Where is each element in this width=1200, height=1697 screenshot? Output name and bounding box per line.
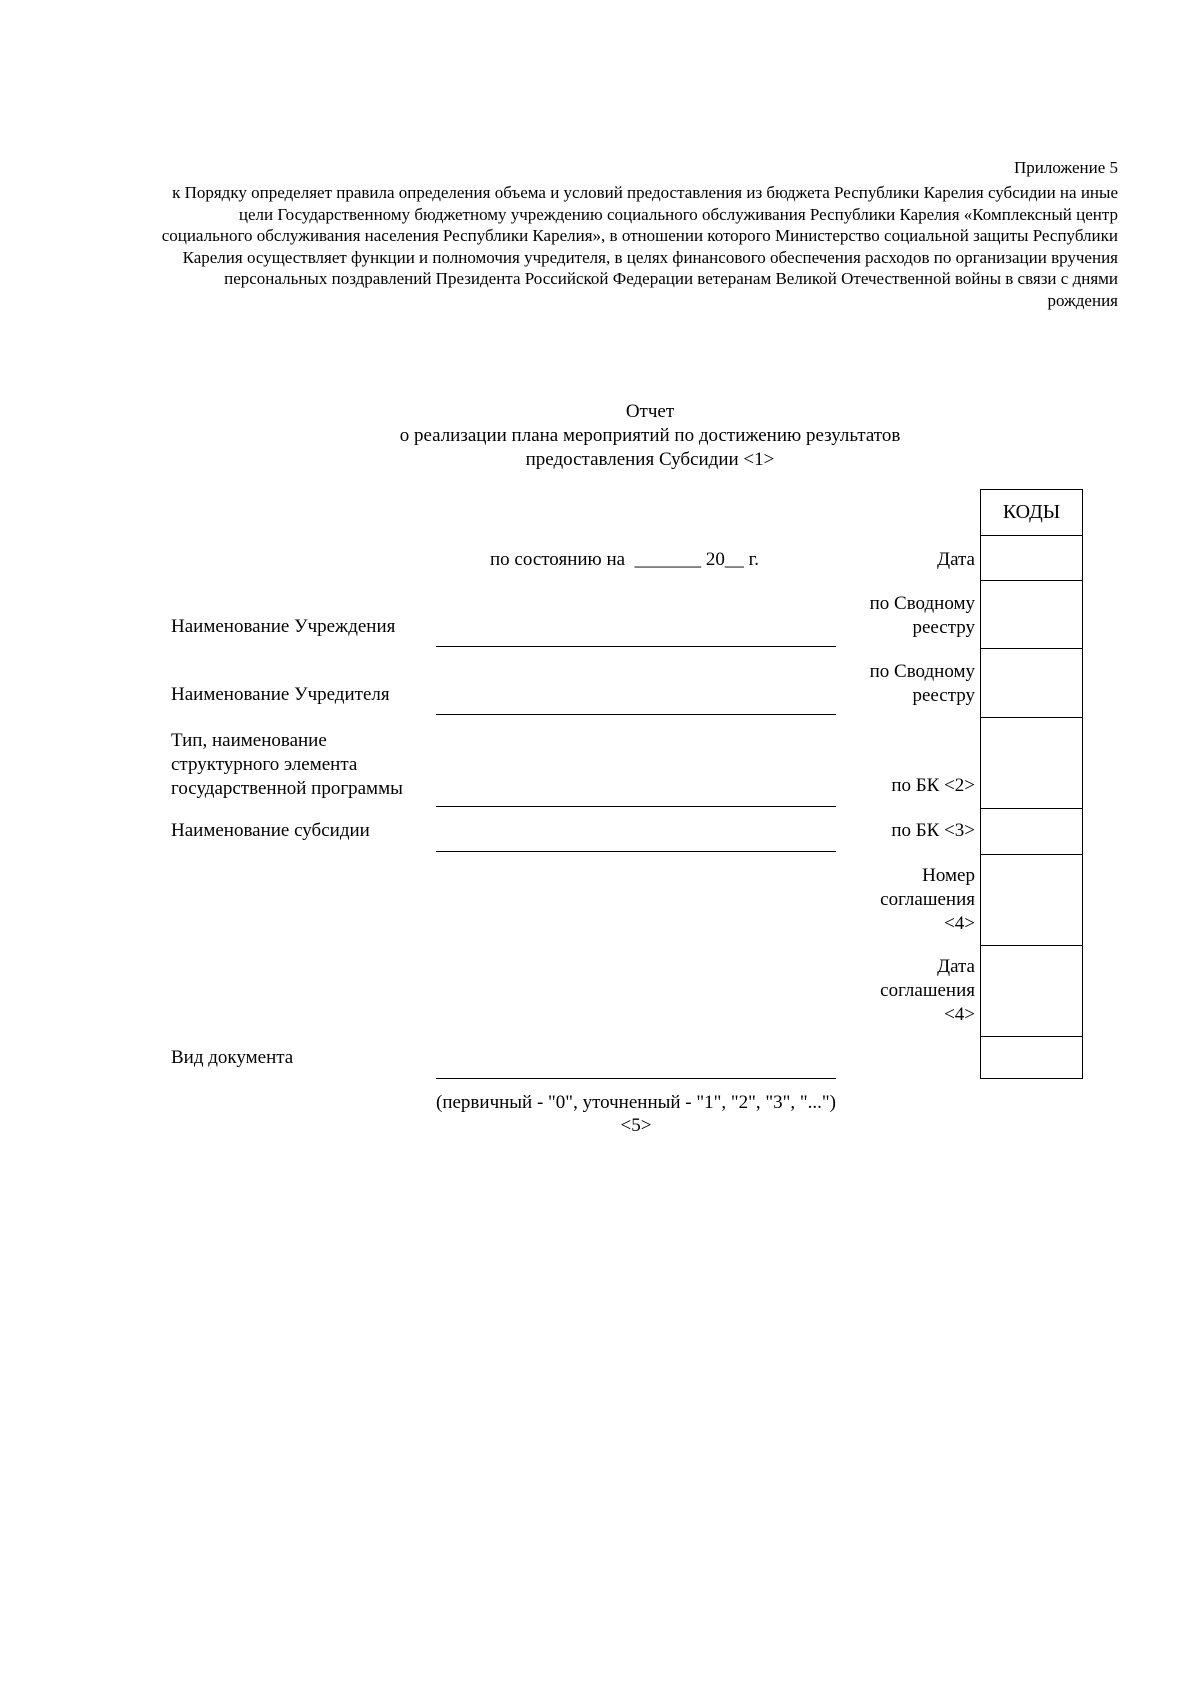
doc-type-note: (первичный - "0", уточненный - "1", "2", "3", "...") <5>	[436, 1092, 837, 1136]
appendix-text: к Порядку определяет правила определения объема и условий предоставления из бюджета Республики Карелия субсидии на иные цели Государственному бюджетному учреждению социального обслуживания Республики Карелия «Комплексный центр социального обслуживания населения Республики Карелия», в отношении которого Министерство социальной защиты Республики Карелия осуществляет функции и полномочия учредителя, в целях финансового обеспечения расходов по организации вручения персональных поздравлений Президента Российской Федерации ветеранам Великой Отечественной войны в связи с днями рождения	[161, 183, 1118, 310]
codes-header: КОДЫ	[1002, 501, 1061, 523]
as-of-date: по состоянию на _______ 20__ г.	[490, 549, 759, 570]
subsidy-code-label: по БК <3>	[891, 820, 975, 841]
subsidy-label: Наименование субсидии	[171, 820, 370, 841]
institution-label: Наименование Учреждения	[171, 616, 396, 637]
institution-code-label: по Сводному реестру	[869, 593, 975, 638]
codes-divider	[980, 580, 1083, 581]
report-title-line-1: Отчет	[625, 401, 675, 422]
codes-divider	[980, 854, 1083, 855]
subsidy-line[interactable]	[436, 851, 836, 852]
program-code-label: по БК <2>	[891, 775, 975, 796]
report-title-line-3: предоставления Субсидии <1>	[525, 449, 775, 470]
program-line[interactable]	[436, 806, 836, 807]
founder-line[interactable]	[436, 714, 836, 715]
date-label: Дата	[937, 549, 975, 570]
report-title	[0, 400, 1200, 472]
agreement-date-label: Дата соглашения <4>	[880, 956, 975, 1025]
appendix-title: Приложение 5	[1014, 158, 1118, 177]
program-label: Тип, наименование структурного элемента государственной программы	[171, 730, 403, 799]
institution-line[interactable]	[436, 646, 836, 647]
doc-type-line[interactable]	[436, 1078, 836, 1079]
founder-code-label: по Сводному реестру	[869, 661, 975, 706]
agreement-number-label: Номер соглашения <4>	[880, 865, 975, 934]
codes-divider	[980, 648, 1083, 649]
codes-divider	[980, 535, 1083, 536]
doc-type-label: Вид документа	[171, 1047, 294, 1068]
report-title-line-2: о реализации плана мероприятий по достижению результатов	[399, 425, 901, 446]
codes-divider	[980, 717, 1083, 718]
codes-divider	[980, 945, 1083, 946]
founder-label: Наименование Учредителя	[171, 684, 390, 705]
codes-divider	[980, 1036, 1083, 1037]
codes-divider	[980, 808, 1083, 809]
codes-box	[980, 489, 1083, 1079]
